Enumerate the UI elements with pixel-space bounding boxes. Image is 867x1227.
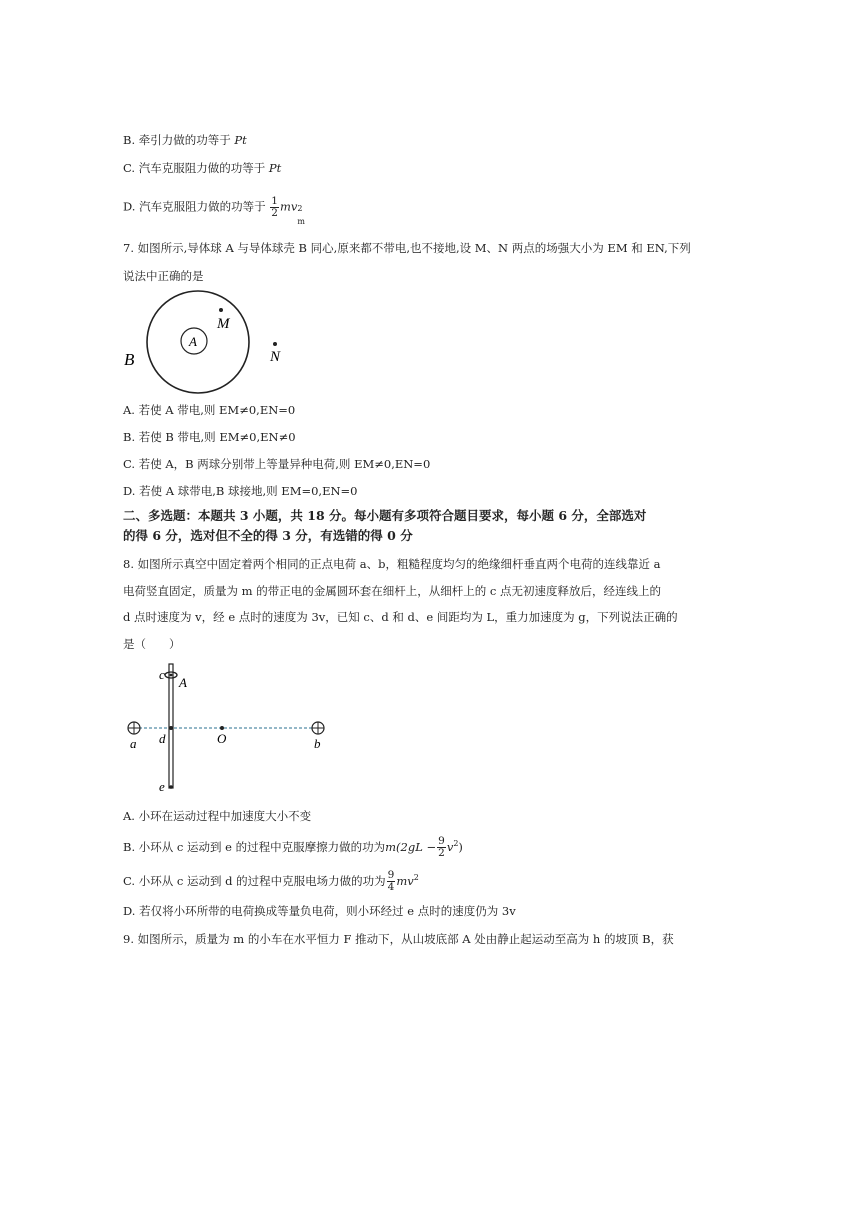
ring-center <box>170 674 173 677</box>
point-m <box>219 308 223 312</box>
section2-heading-line1: 二、多选题：本题共 3 小题，共 18 分。每小题有多项符合题目要求，每小题 6 分，全部选对 <box>123 508 647 523</box>
label-e: e <box>159 779 165 794</box>
q8-option-a: A. 小环在运动过程中加速度大小不变 <box>123 809 312 823</box>
point-d <box>169 726 173 730</box>
label-c: c <box>159 667 165 682</box>
label-m: M <box>217 316 230 332</box>
label-o: O <box>217 731 227 746</box>
sphere-shell-b <box>147 291 249 393</box>
q6-option-d: D. 汽车克服阻力做的功等于 $\frac{1}{2}$ mv 2 m <box>123 195 305 226</box>
section2-heading-line2: 的得 6 分，选对但不全的得 3 分，有选错的得 0 分 <box>123 528 413 543</box>
charge-b <box>312 722 324 734</box>
q7-figure <box>118 288 298 398</box>
point-o <box>220 726 224 730</box>
label-b-charge: b <box>314 736 321 751</box>
q7-stem-line2: 说法中正确的是 <box>123 269 204 283</box>
q6-option-c: C. 汽车克服阻力做的功等于 Pt <box>123 161 282 175</box>
label-a-ring: A <box>179 675 187 690</box>
label-b: B <box>124 350 135 369</box>
fraction: $\frac{9}{2}$ <box>438 835 445 860</box>
q8-stem-line3: d 点时速度为 v，经 e 点时的速度为 3v，已知 c、d 和 d、e 间距均为 L，重力加速度为 g，下列说法正确的 <box>123 610 678 624</box>
fraction: $\frac{9}{4}$ <box>387 869 395 894</box>
point-n <box>273 342 277 346</box>
q7-option-c: C. 若使 A，B 两球分别带上等量异种电荷,则 EM≠0,EN=0 <box>123 457 431 471</box>
label-d: d <box>159 731 166 746</box>
q7-option-a: A. 若使 A 带电,则 EM≠0,EN=0 <box>123 403 296 417</box>
fraction: $\frac{1}{2}$ <box>271 195 278 219</box>
point-e <box>169 785 173 789</box>
q7-stem-line1: 7. 如图所示,导体球 A 与导体球壳 B 同心,原来都不带电,也不接地,设 M、N 两点的场强大小为 EM 和 EN,下列 <box>123 241 691 255</box>
q6-option-b: B. 牵引力做的功等于 Pt <box>123 133 247 147</box>
q8-stem-line2: 电荷竖直固定，质量为 m 的带正电的金属圆环套在细杆上，从细杆上的 c 点无初速度释放后，经连线上的 <box>123 584 661 598</box>
charge-a <box>128 722 140 734</box>
q7-option-b: B. 若使 B 带电,则 EM≠0,EN≠0 <box>123 430 296 444</box>
q8-figure <box>122 660 332 795</box>
q9-stem-line1: 9. 如图所示，质量为 m 的小车在水平恒力 F 推动下，从山坡底部 A 处由静止起运动至高为 h 的坡顶 B，获 <box>123 932 674 946</box>
q8-option-b: B. 小环从 c 运动到 e 的过程中克服摩擦力做的功为m(2gL − $\frac{9}{2}$ $v^2$) <box>123 835 463 860</box>
label-a: A <box>189 334 197 349</box>
label-a-charge: a <box>130 736 137 751</box>
q7-option-d: D. 若使 A 球带电,B 球接地,则 EM=0,EN=0 <box>123 484 358 498</box>
label-n: N <box>270 349 281 365</box>
q8-stem-line1: 8. 如图所示真空中固定着两个相同的正点电荷 a、b，粗糙程度均匀的绝缘细杆垂直两个电荷的连线靠近 a <box>123 557 661 571</box>
q8-option-d: D. 若仅将小环所带的电荷换成等量负电荷，则小环经过 e 点时的速度仍为 3v <box>123 904 516 918</box>
q8-option-c: C. 小环从 c 运动到 d 的过程中克服电场力做的功为 $\frac{9}{4}$ $mv^2$ <box>123 869 419 894</box>
q8-stem-line4: 是（ ） <box>123 637 181 651</box>
